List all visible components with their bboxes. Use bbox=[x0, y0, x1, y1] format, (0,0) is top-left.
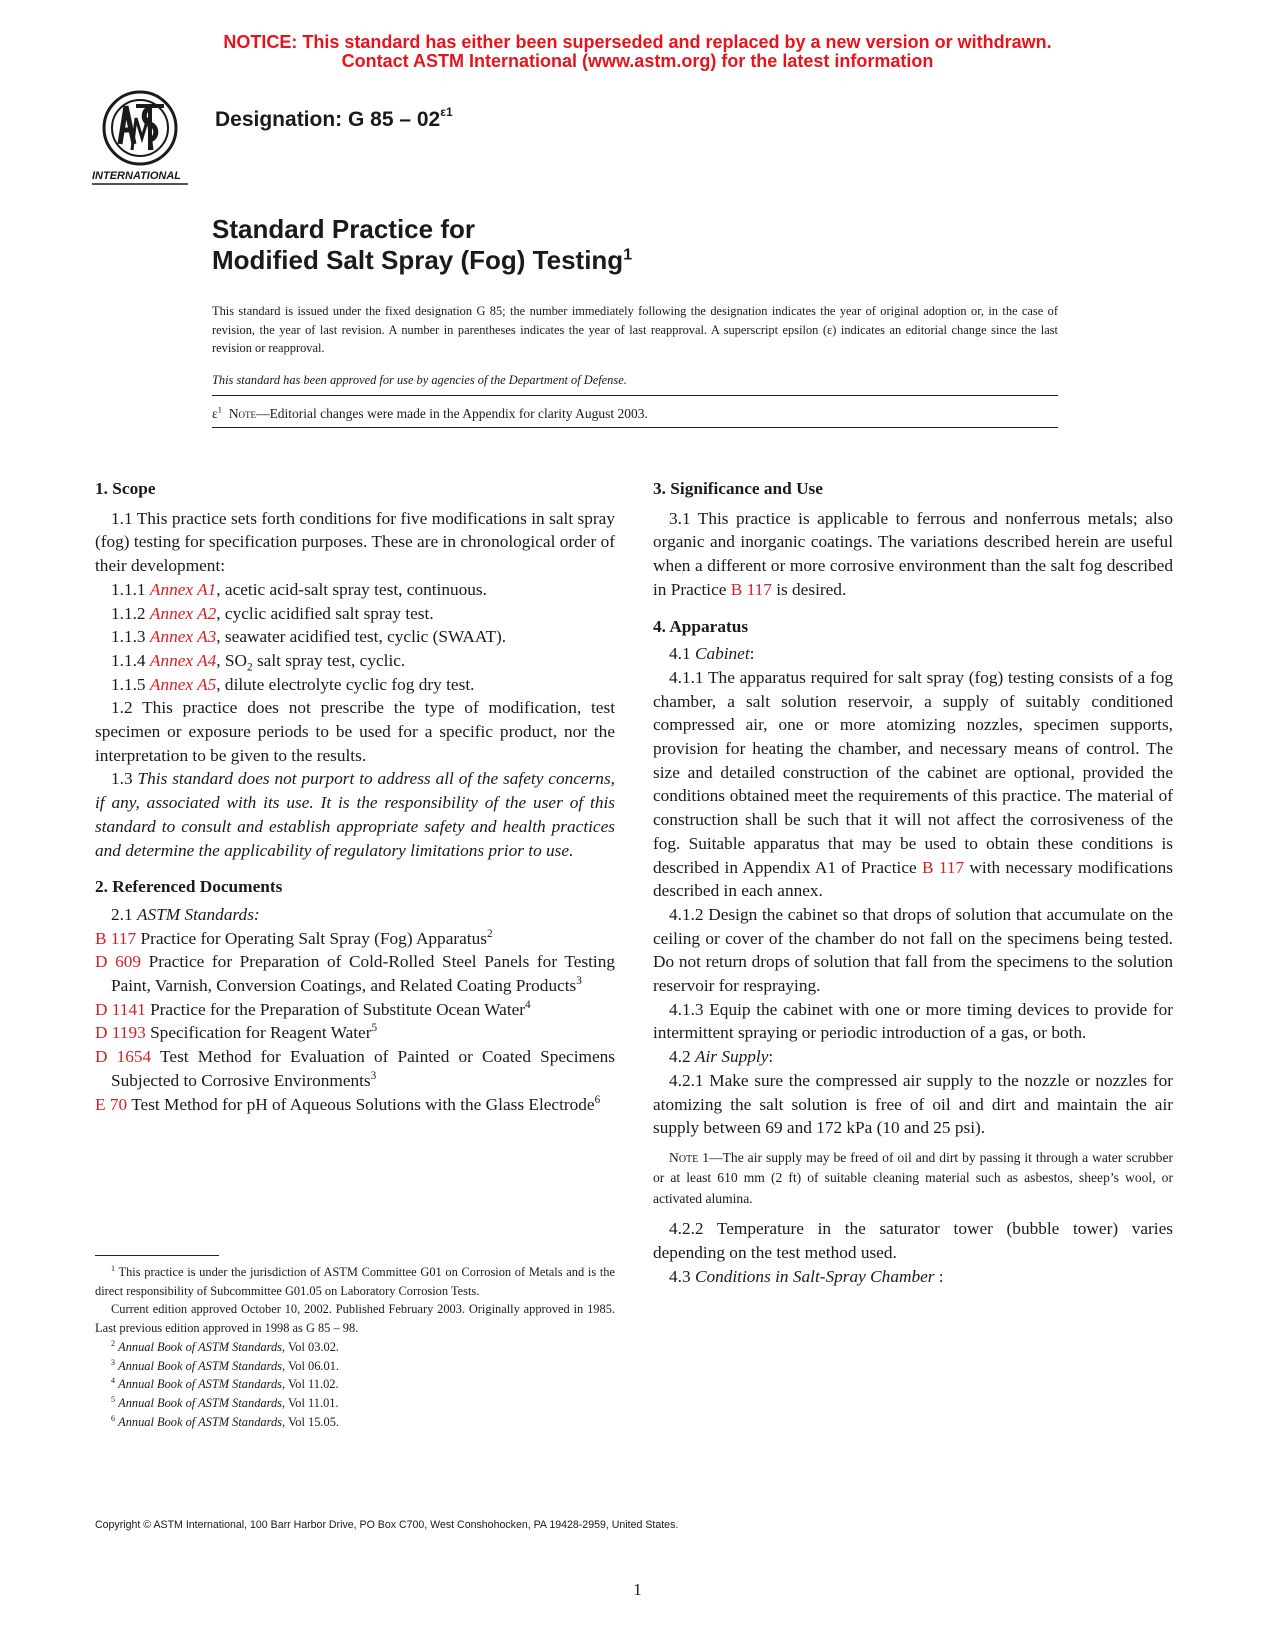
para-4-2-1: 4.2.1 Make sure the compressed air supply to the nozzle or nozzles for atomizing the salt solution is free of oil and dirt and maintain the air supply between 69 and 172 kPa (10 and 25 psi). bbox=[653, 1070, 1173, 1138]
footnote-rule bbox=[95, 1255, 219, 1256]
page-title bbox=[212, 214, 632, 276]
reference-item: D 1141 Practice for the Preparation of Substitute Ocean Water$^4$ bbox=[95, 999, 531, 1019]
para-4-3: 4.3 Conditions in Salt-Spray Chamber : bbox=[669, 1266, 944, 1286]
annex-a5-link[interactable]: Annex A5 bbox=[149, 674, 217, 694]
list-item: 1.1.3 Annex A3, seawater acidified test, cyclic (SWAAT). bbox=[111, 627, 507, 647]
b117-link-2[interactable]: B 117 bbox=[921, 857, 965, 877]
para-1-3: 1.3 This standard does not purport to address all of the safety concerns, if any, associated with its use. It is the responsibility of the user of this standard to consult and establish appropriate safety and health practices and determine the applicability of regulatory limitations prior to use. bbox=[95, 769, 615, 860]
ref-b117-link[interactable]: B 117 bbox=[95, 928, 137, 948]
right-column bbox=[653, 477, 1173, 1289]
reference-item: D 609 Practice for Preparation of Cold-Rolled Steel Panels for Testing Paint, Varnish, Conversion Coatings, and Related Coating Products$^3$ bbox=[95, 952, 616, 996]
footnote-item: $^6$ Annual Book of ASTM Standards, Vol 15.05. bbox=[111, 1413, 340, 1429]
epsilon-marker: ε bbox=[212, 406, 218, 421]
footnote-item: $^2$ Annual Book of ASTM Standards, Vol 03.02. bbox=[111, 1338, 340, 1354]
reference-item: D 1654 Test Method for Evaluation of Painted or Coated Specimens Subjected to Corrosive Environments$^3$ bbox=[95, 1047, 615, 1090]
epsilon-sup: 1 bbox=[217, 404, 223, 415]
references-heading: 2. Referenced Documents bbox=[95, 877, 283, 897]
copyright: Copyright © ASTM International, 100 Barr Harbor Drive, PO Box C700, West Conshohocken, PA 19428-2959, United States. bbox=[95, 1519, 679, 1531]
footnote-1b: Current edition approved October 10, 2002. Published February 2003. Originally approved in 1985. Last previous edition approved in 1998 as G 85 – 98. bbox=[95, 1302, 615, 1336]
logo-text: INTERNATIONAL bbox=[92, 170, 182, 182]
annex-a3-link[interactable]: Annex A3 bbox=[149, 627, 217, 647]
designation-superscript: ε1 bbox=[440, 105, 453, 119]
reference-item: B 117 Practice for Operating Salt Spray (Fog) Apparatus$^2$ bbox=[95, 927, 493, 948]
editorial-note-text: —Editorial changes were made in the Appendix for clarity August 2003. bbox=[256, 406, 648, 421]
para-1-2: 1.2 This practice does not prescribe the type of modification, test specimen or exposure periods to be used for a specific product, nor the interpretation to be given to the results. bbox=[95, 698, 615, 765]
astm-logo-mark-icon bbox=[92, 88, 202, 188]
scope-heading: 1. Scope bbox=[95, 479, 156, 498]
note-1: Note 1—The air supply may be freed of oil and dirt by passing it through a water scrubber or at least 610 mm (2 ft) of suitable cleaning material such as asbestos, sheep’s wool, or activated alumina. bbox=[653, 1149, 1174, 1206]
para-1-1: 1.1 This practice sets forth conditions for five modifications in salt spray (fog) testing for specification purposes. These are in chronological order of their development: bbox=[95, 508, 615, 576]
footnote-1: $^1$ This practice is under the jurisdiction of ASTM Committee G01 on Corrosion of Metals and is the direct responsibility of Subcommittee G01.05 on Laboratory Corrosion Tests. bbox=[95, 1263, 616, 1298]
left-column bbox=[95, 477, 615, 1116]
preamble: This standard is issued under the fixed designation G 85; the number immediately following the designation indicates the year of original adoption or, in the case of revision, the year of last revision. A number in parentheses indicates the year of last reapproval. A superscript epsilon (ε) indicates an editorial change since the last revision or reapproval. bbox=[212, 304, 1058, 355]
designation bbox=[215, 105, 453, 132]
notice-line-2: Contact ASTM International (www.astm.org) for the latest information bbox=[341, 51, 934, 71]
note-label: Note bbox=[228, 406, 257, 421]
dod-approval: This standard has been approved for use by agencies of the Department of Defense. bbox=[212, 373, 627, 387]
reference-item: E 70 Test Method for pH of Aqueous Solutions with the Glass Electrode$^6$ bbox=[95, 1093, 601, 1114]
para-4-1: 4.1 Cabinet: bbox=[669, 644, 755, 664]
list-item: 1.1.4 Annex A4, $SO_2$ salt spray test, cyclic. bbox=[111, 650, 406, 674]
title-line-1: Standard Practice for bbox=[212, 214, 475, 244]
para-3-1: 3.1 This practice is applicable to ferrous and nonferrous metals; also organic and inorganic coatings. The variations described herein are useful when a different or more corrosive environment than the salt fog described in Practice B 117 is desired. bbox=[653, 508, 1173, 599]
list-item: 1.1.2 Annex A2, cyclic acidified salt spray test. bbox=[111, 603, 434, 623]
para-2-1: 2.1 ASTM Standards: bbox=[111, 904, 260, 924]
footnote-item: $^3$ Annual Book of ASTM Standards, Vol 06.01. bbox=[111, 1357, 340, 1373]
astm-logo bbox=[92, 88, 202, 188]
para-4-1-2: 4.1.2 Design the cabinet so that drops of solution that accumulate on the ceiling or cover of the chamber do not fall on the specimens being tested. Do not return drops of solution that fall from the specimens to the solution reservoir for respraying. bbox=[653, 904, 1173, 996]
apparatus-heading: 4. Apparatus bbox=[653, 616, 749, 636]
notice-line-1: NOTICE: This standard has either been superseded and replaced by a new version or withdrawn. bbox=[223, 32, 1052, 52]
b117-link-1[interactable]: B 117 bbox=[730, 579, 772, 599]
footnote-item: $^5$ Annual Book of ASTM Standards, Vol 11.01. bbox=[111, 1394, 339, 1410]
reference-item: D 1193 Specification for Reagent Water$^5$ bbox=[95, 1022, 378, 1043]
ref-d1654-link[interactable]: D 1654 bbox=[95, 1047, 152, 1067]
significance-heading: 3. Significance and Use bbox=[653, 479, 823, 498]
ref-d609-link[interactable]: D 609 bbox=[95, 952, 142, 972]
editorial-note bbox=[212, 406, 648, 422]
annex-a1-link[interactable]: Annex A1 bbox=[149, 579, 217, 599]
footnote-item: $^4$ Annual Book of ASTM Standards, Vol 11.02. bbox=[111, 1376, 339, 1392]
rule-top bbox=[212, 395, 1058, 396]
annex-a4-link[interactable]: Annex A4 bbox=[149, 650, 217, 670]
para-4-2: 4.2 Air Supply: bbox=[669, 1047, 774, 1067]
list-item: 1.1.5 Annex A5, dilute electrolyte cyclic fog dry test. bbox=[111, 674, 475, 694]
rule-bottom bbox=[212, 427, 1058, 428]
para-4-2-2: 4.2.2 Temperature in the saturator tower (bubble tower) varies depending on the test method used. bbox=[653, 1219, 1173, 1263]
page-number: 1 bbox=[633, 1580, 642, 1599]
title-footnote-ref: 1 bbox=[623, 246, 633, 264]
notice-banner bbox=[0, 33, 1275, 71]
annex-a2-link[interactable]: Annex A2 bbox=[149, 603, 217, 623]
para-4-1-3: 4.1.3 Equip the cabinet with one or more timing devices to provide for intermittent spraying or periodic introduction of a gas, or both. bbox=[653, 999, 1173, 1043]
title-line-2: Modified Salt Spray (Fog) Testing bbox=[212, 245, 624, 275]
para-4-1-1: 4.1.1 The apparatus required for salt spray (fog) testing consists of a fog chamber, a salt solution reservoir, a supply of suitably conditioned compressed air, one or more atomizing nozzles, specimen supports, provision for heating the chamber, and necessary means of control. The size and detailed construction of the cabinet are optional, provided the conditions obtained meet the requirements of this practice. The material of construction shall be such that it will not affect the corrosiveness of the fog. Suitable apparatus that may be used to obtain these conditions is described in Appendix A1 of Practice B 117 with necessary modifications described in each annex. bbox=[653, 667, 1173, 901]
designation-label: Designation: G 85 – 02 bbox=[215, 108, 441, 131]
list-item: 1.1.1 Annex A1, acetic acid-salt spray test, continuous. bbox=[111, 579, 487, 599]
ref-d1193-link[interactable]: D 1193 bbox=[95, 1023, 146, 1043]
ref-e70-link[interactable]: E 70 bbox=[95, 1094, 128, 1114]
footnotes bbox=[95, 1263, 615, 1431]
ref-d1141-link[interactable]: D 1141 bbox=[95, 999, 146, 1019]
